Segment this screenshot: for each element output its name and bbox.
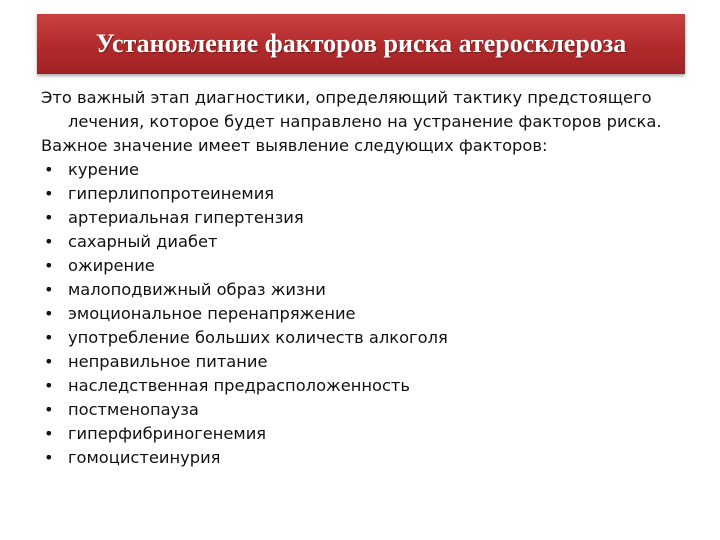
list-item: [41, 158, 701, 182]
list-item-text: эмоциональное перенапряжение: [68, 304, 356, 323]
list-item-text: употребление больших количеств алкоголя: [68, 328, 448, 347]
list-item: [41, 254, 701, 278]
bullet-icon: •: [44, 184, 54, 203]
list-item: [41, 398, 701, 422]
list-item-text: неправильное питание: [68, 352, 268, 371]
bullet-icon: •: [44, 376, 54, 395]
list-item-text: гомоцистеинурия: [68, 448, 221, 467]
list-item-text: сахарный диабет: [68, 232, 218, 251]
list-item: [41, 302, 701, 326]
bullet-icon: •: [44, 280, 54, 299]
list-item-text: гиперфибриногенемия: [68, 424, 267, 443]
list-item: [41, 278, 701, 302]
bullet-icon: •: [44, 400, 54, 419]
slide-title: Установление факторов риска атеросклероза: [95, 29, 627, 58]
list-item: [41, 350, 701, 374]
list-item-text: гиперлипопротеинемия: [68, 184, 275, 203]
list-item: [41, 446, 701, 470]
bullet-icon: •: [44, 304, 54, 323]
list-item-text: курение: [68, 160, 140, 179]
list-item: [41, 206, 701, 230]
list-item: [41, 422, 701, 446]
list-item-text: малоподвижный образ жизни: [68, 280, 326, 299]
list-item: [41, 326, 701, 350]
slide-body: [41, 86, 701, 470]
bullet-icon: •: [44, 448, 54, 467]
bullet-icon: •: [44, 352, 54, 371]
bullet-icon: •: [44, 208, 54, 227]
risk-factor-list: [41, 158, 701, 470]
lead-text: Важное значение имеет выявление следующих факторов:: [41, 136, 548, 155]
bullet-icon: •: [44, 424, 54, 443]
list-item-text: ожирение: [68, 256, 155, 275]
title-bar: [37, 14, 685, 74]
list-item-text: постменопауза: [68, 400, 199, 419]
intro-text-line-2: лечения, которое будет направлено на устранение факторов риска.: [68, 112, 662, 131]
list-item: [41, 374, 701, 398]
bullet-icon: •: [44, 160, 54, 179]
bullet-icon: •: [44, 232, 54, 251]
list-item: [41, 182, 701, 206]
list-item-text: артериальная гипертензия: [68, 208, 304, 227]
bullet-icon: •: [44, 328, 54, 347]
list-item-text: наследственная предрасположенность: [68, 376, 410, 395]
bullet-icon: •: [44, 256, 54, 275]
intro-text-line-1: Это важный этап диагностики, определяющий тактику предстоящего: [41, 88, 652, 107]
list-item: [41, 230, 701, 254]
